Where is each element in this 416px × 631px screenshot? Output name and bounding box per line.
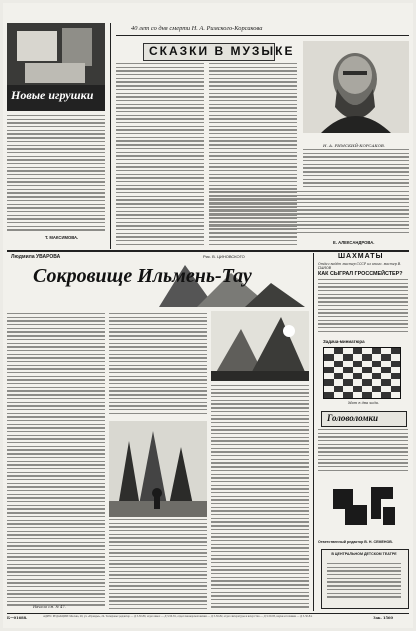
music-text-col1 [116,63,204,249]
chess-problem-label: Задача-миниатюра [323,339,365,344]
chess-board [323,347,401,399]
puzzle-title: Головоломки [327,413,379,423]
story-illustrator: Рис. В. ЦИНОВСКОГО [203,254,245,259]
music-author: Е. АЛЕКСАНДРОВА. [333,240,375,245]
story-col3 [211,385,309,611]
footer-issue: Б—01688. [7,616,28,620]
anniversary-line: 40 лет со дня смерти Н. А. Римского-Корсакова [131,25,263,32]
toys-title: Новые игрушки [11,88,94,102]
chess-problem-note: Мат в два хода. [348,401,380,405]
theatre-box-title: В ЦЕНТРАЛЬНОМ ДЕТСКОМ ТЕАТРЕ [331,552,397,556]
toys-author: Т. МАКСИМОВА. [45,235,79,240]
story-author: Людмила УВАРОВА [11,254,61,260]
chess-square [362,392,372,398]
chess-square [381,392,391,398]
chess-square [353,392,363,398]
chess-title: ШАХМАТЫ [338,253,384,260]
vertical-rule-right [313,253,314,611]
toys-text-col1 [7,115,105,233]
story-col2-top [109,313,207,419]
composer-portrait [303,41,409,133]
chess-square [372,392,382,398]
vertical-rule-top [110,23,111,249]
horizontal-rule-mid [7,250,409,252]
anniversary-underline [116,35,409,36]
editor-line: Ответственный редактор В. Н. СЕМЕНОВ. [318,540,393,544]
story-forest-illustration [109,421,207,517]
story-continuation: Начало см. № 47. [33,605,66,609]
chess-notes [318,279,408,335]
theatre-box-text [327,563,401,603]
footer-rule [7,613,409,614]
story-col1 [7,313,105,611]
chess-square [324,392,334,398]
chess-question: КАК СЫГРАЛ ГРОССМЕЙСТЕР? [318,271,403,277]
story-mountain-illustration [211,311,309,381]
music-text-col3 [303,149,409,191]
chess-square [334,392,344,398]
chess-subtitle: Отдел ведёт мастер СССР из иного. мастер В. ПАНОВ [318,262,402,270]
newspaper-page [3,3,413,628]
music-text-bottom [209,191,409,237]
composer-caption: Н. А. РИМСКИЙ-КОРСАКОВ. [323,143,386,148]
story-title: Сокровище Ильмень-Тау [33,265,252,287]
puzzle-text [318,429,408,475]
chess-square [391,392,401,398]
footer-order: Зак. 1560 [373,616,394,620]
footer-address: АДРЕС РЕДАКЦИИ: Москва, 20, ул. «Правды», 24. Телефоны: редактор — Д 3-50-80, отдел школ — Д 3-50-81, отдел пионерской жизни — Д 3-50-82, отдел литературы и искусства — Д 3-50-83, науки и техники — Д 3-50-84. [43,615,313,618]
story-col2-bottom [109,519,207,611]
chess-square [343,392,353,398]
puzzle-figure [323,479,403,535]
music-title: СКАЗКИ В МУЗЫКЕ [149,44,295,58]
